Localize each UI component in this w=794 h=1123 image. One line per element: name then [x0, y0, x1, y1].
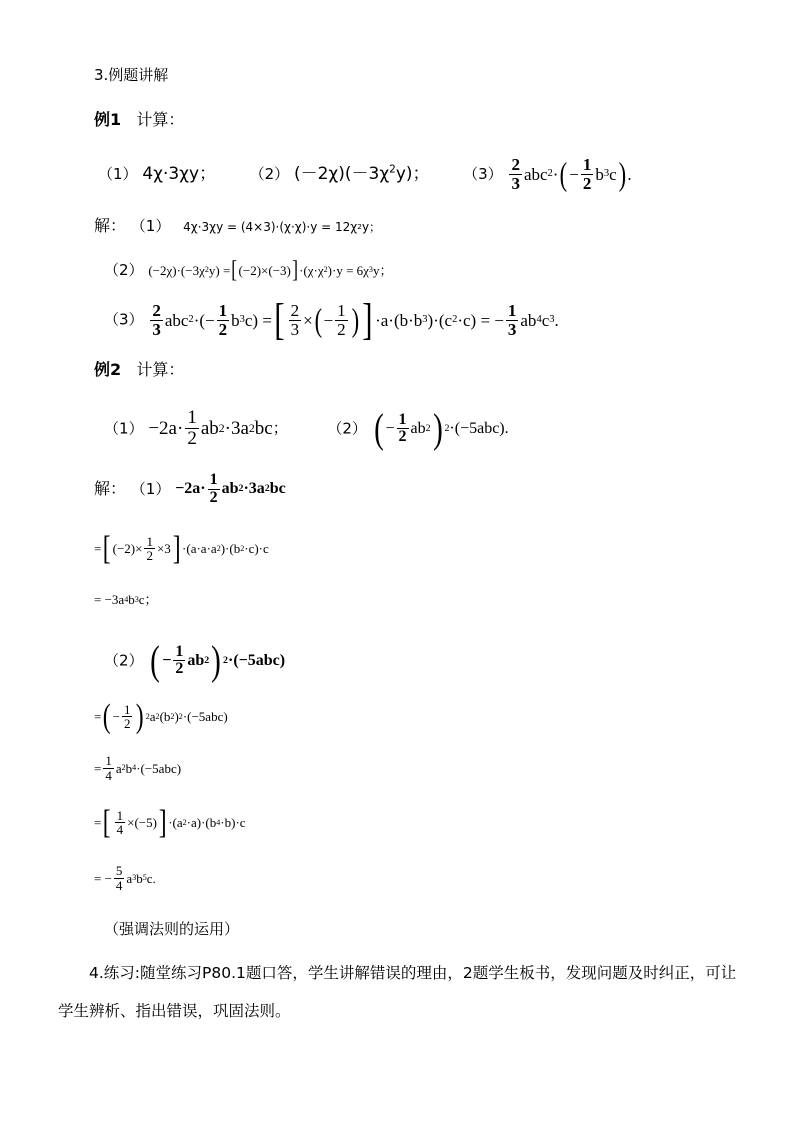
ex2-step-1: = [ (−2)× $\frac{1}{2}$ ×3 ] ·(a·a·a 2 )·(b 2 ·c)·c — [94, 530, 269, 567]
section-heading: 3.例题讲解 — [94, 66, 169, 84]
example-1-solution-1 — [94, 218, 381, 234]
example-2-number: 例2 — [94, 360, 122, 379]
ex2-solution-1-number: （1） — [130, 479, 171, 498]
exercise-text: 随堂练习P80.1题口答，学生讲解错误的理由，2题学生板书，发现问题及时纠正，可让学生辨析、指出错误，巩固法则。 — [58, 964, 737, 1020]
ex2-solution-1 — [94, 472, 286, 507]
exercise-paragraph — [58, 954, 744, 1030]
ex2-step-2: = −3a 4 b 3 c； — [94, 592, 158, 607]
solution-1-expression: 4χ·3χy = (4×3)·(χ·χ)·y = 12χ 2 y； — [183, 219, 382, 234]
problem-1-number: （1） — [98, 164, 138, 183]
ex2-solution-2-number: （2） — [104, 651, 144, 670]
solution-2-number: （2） — [104, 260, 144, 279]
example-1-label — [94, 112, 184, 128]
ex2-solution-1-expression: −2a· $\frac{1}{2}$ ab 2 ·3a 2 bc — [175, 471, 286, 506]
emphasis-note: （强调法则的运用） — [104, 920, 240, 938]
ex2-step-4: = $\frac{1}{4}$ a 2 b 4 ·(−5abc) — [94, 753, 182, 783]
solution-3-number: （3） — [104, 310, 144, 329]
solution-1-number: （1） — [130, 217, 171, 235]
ex2-step-3: = ( − $\frac{1}{2}$ ) 2 a 2 (b 2 ) 2 ·(−5abc) — [94, 698, 228, 735]
example-2-label — [94, 362, 184, 378]
problem-1-expression: 4χ·3χy； — [142, 163, 217, 184]
exercise-label: 4.练习: — [89, 964, 141, 982]
ex2-problem-2-expression: ( − $\frac{1}{2}$ ab 2 ) 2 ·(−5abc). — [373, 405, 509, 451]
problem-2-number: （2） — [249, 164, 290, 183]
ex2-problem-1-number: （1） — [104, 419, 144, 438]
example-2-problems — [104, 405, 509, 451]
ex2-problem-1-expression: −2a· $\frac{1}{2}$ ab 2 ·3a 2 bc ； — [148, 407, 288, 450]
ex2-step-5: = [ $\frac{1}{4}$ ×(−5) ] ·(a 2 ·a)·(b 4 ·b)·c — [94, 804, 246, 841]
solution-3-expression: $\frac{2}{3}$ abc 2 ·(− $\frac{1}{2}$ b 3 c) = [ $\frac{2}{3}$ × ( − $\frac{1}{2}$ ) ] ·a·(b·b 3 )·(c 2 ·c) = − $\frac{1}{3}$ ab 4 c 3 . — [152, 295, 559, 344]
ex2-solution-2-expression: ( − $\frac{1}{2}$ ab 2 ) 2 ·(−5abc) — [150, 637, 286, 683]
example-1-solution-2 — [104, 258, 392, 283]
example-2-solution-label: 解： — [94, 478, 127, 498]
example-1-number: 例1 — [94, 110, 122, 129]
example-1-solution-label: 解： — [94, 216, 127, 235]
problem-2-expression: $(-2\chi)(-3\chi^2y)$； — [293, 163, 430, 184]
ex2-step-6: = − $\frac{5}{4}$ a 3 b 5 c. — [94, 863, 156, 893]
problem-3-number: （3） — [463, 164, 503, 183]
example-1-solution-3 — [104, 295, 559, 344]
problem-3-expression: $\frac{2}{3}$ abc 2 · ( − $\frac{1}{2}$ b 3 c ) . — [511, 155, 632, 193]
solution-2-expression: (−2χ)·(−3χ 2 y) = [ (−2)×(−3) ] ·(χ·χ 2 )·y = 6χ 3 y； — [148, 256, 393, 283]
ex2-problem-2-number: （2） — [327, 419, 367, 438]
ex2-solution-2 — [104, 637, 286, 683]
example-2-task: 计算： — [136, 360, 185, 379]
example-1-problems — [98, 156, 632, 193]
example-1-task: 计算： — [136, 110, 185, 129]
